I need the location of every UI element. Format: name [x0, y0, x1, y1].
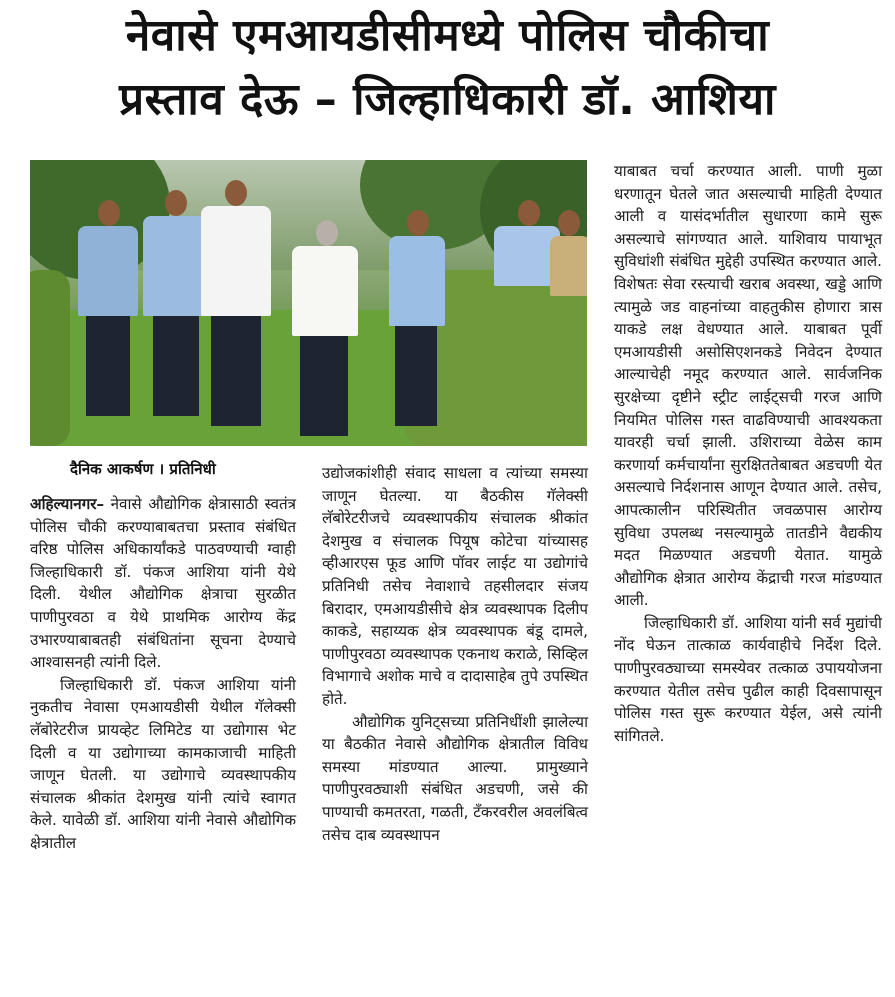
article-paragraph: जिल्हाधिकारी डॉ. आशिया यांनी सर्व मुद्यांची नोंद घेऊन तात्काळ कार्यवाहीचे निर्देश दिले. पाणीपुरवठ्याच्या समस्येवर तत्काळ उपाययोजना करण्यात येतील तसेच पुढील काही दिवसापासून पोलिस गस्त सुरू करण्यात येईल, असे त्यांनी सांगितले. [614, 613, 882, 745]
dateline: अहिल्यानगर– [30, 495, 105, 513]
caption-byline: दैनिक आकर्षण । प्रतिनिधी [70, 460, 216, 478]
article-column-2 [322, 462, 588, 846]
headline-line-1: नेवासे एमआयडीसीमध्ये पोलिस चौकीचा [125, 10, 770, 61]
headline [0, 4, 895, 132]
article-paragraph: अहिल्यानगर– नेवासे औद्योगिक क्षेत्रासाठी स्वतंत्र पोलिस चौकी करण्याबाबतचा प्रस्ताव संबंधित वरिष्ठ पोलिस अधिकार्यांकडे पाठवण्याची ग्वाही जिल्हाधिकारी डॉ. पंकज आशिया यांनी येथे दिली. येथील औद्योगिक क्षेत्राचा सुरळीत पाणीपुरवठा व येथे प्राथमिक आरोग्य केंद्र उभारण्याबाबतही संबंधितांना सूचना देण्याचे आश्वासनही त्यांनी दिले. [30, 495, 296, 672]
headline-line-2: प्रस्ताव देऊ – जिल्हाधिकारी डॉ. आशिया [119, 74, 776, 125]
article-column-3 [614, 160, 882, 747]
article-paragraph: जिल्हाधिकारी डॉ. पंकज आशिया यांनी नुकतीच नेवासा एमआयडीसी येथील गॅलेक्सी लॅबोरेटरीज प्रायव्हेट लिमिटेड या उद्योगास भेट दिली व या उद्योगाच्या कामकाजाची माहिती जाणून घेतली. या उद्योगाचे व्यवस्थापकीय संचालक श्रीकांत देशमुख यांनी त्यांचे स्वागत केले. यावेळी डॉ. आशिया यांनी नेवासे औद्योगिक क्षेत्रातील [30, 675, 296, 852]
article-column-1 [30, 493, 296, 855]
article-paragraph: याबाबत चर्चा करण्यात आली. पाणी मुळा धरणातून घेतले जात असल्याची माहिती देण्यात आली व यासंदर्भातील सुधारणा कामे सुरू असल्याचे सांगण्यात आले. याशिवाय पायाभूत सुविधांशी संबंधित मुद्देही उपस्थित करण्यात आले. विशेषतः सेवा रस्त्याची खराब अवस्था, खड्डे आणि त्यामुळे जड वाहनांच्या वाहतुकीस होणारा त्रास याकडे लक्ष वेधण्यात आले. याबाबत पूर्वी एमआयडीसी असोसिएशनकडे निवेदन देण्यात आल्याचेही नमूद करण्यात आले. सार्वजनिक सुरक्षेच्या दृष्टीने स्ट्रीट लाईट्सची गरज आणि नियमित पोलिस गस्त वाढविण्याची आवश्यकता यावरही चर्चा झाली. उशिराच्या वेळेस काम करणार्या कर्मचार्यांना सुरक्षिततेबाबत अडचणी येत असल्याचे निर्दशनास आणून देण्यात आले. तसेच, आपत्कालीन परिस्थितीत जवळपास आरोग्य सुविधा उपलब्ध नसल्यामुळे तातडीने वैद्यकीय मदत मिळण्यात अडचणी येतात. यामुळे औद्योगिक क्षेत्रात आरोग्य केंद्राची गरज मांडण्यात आली. [614, 162, 882, 610]
article-paragraph: उद्योजकांशीही संवाद साधला व त्यांच्या समस्या जाणून घेतल्या. या बैठकीस गॅलेक्सी लॅबोरेटरीजचे व्यवस्थापकीय संचालक श्रीकांत देशमुख व संचालक पियूष कोटेचा यांच्यासह व्हीआरएस फूड आणि पॉवर लाईट या उद्योगांचे प्रतिनिधी तसेच नेवाशाचे तहसीलदार संजय बिरादार, एमआयडीसीचे क्षेत्र व्यवस्थापक दिलीप काकडे, सहाय्यक क्षेत्र व्यवस्थापक बंडू दामले, पाणीपुरवठा व्यवस्थापक एकनाथ कराळे, सिव्हिल विभागाचे अशोक माचे व दादासाहेब तुपे उपस्थित होते. [322, 464, 588, 708]
article-paragraph: औद्योगिक युनिट्सच्या प्रतिनिधींशी झालेल्या या बैठकीत नेवासे औद्योगिक क्षेत्रातील विविध समस्या मांडण्यात आल्या. प्रामुख्याने पाणीपुरवठ्याशी संबंधित अडचणी, जसे की पाण्याची कमतरता, गळती, टँकरवरील अवलंबित्व तसेच दाब व्यवस्थापन [322, 712, 588, 844]
news-photo [30, 160, 587, 446]
